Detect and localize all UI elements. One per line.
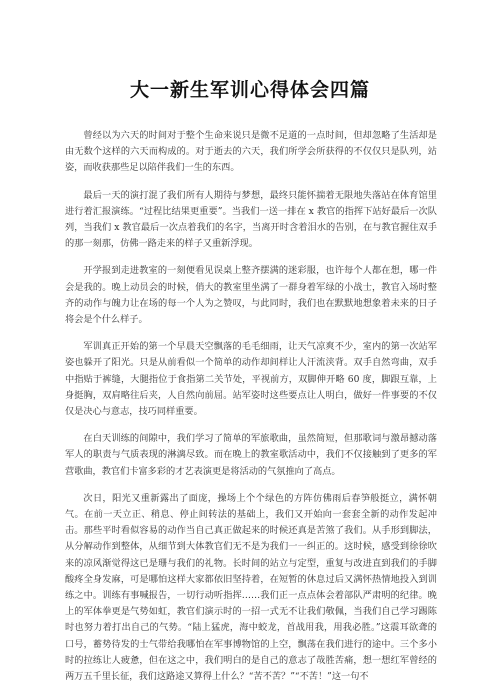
paragraph: 军训真正开始的第一个早晨天空飘落的毛毛细雨，让天气凉爽不少，室内的第一次站军姿也躲开了阳光。只是从前看似一个简单的动作却间样让人汗流浃背。双手自然弯曲，双手中指贴于裤缝，大腿指位于食指第二关节处，平视前方，双脚伸开略 60 度，脚跟互靠，上身挺胸，双肩略往后夹，人自然向前屈。站军姿时这些要点让人明白，做好一件事要的不仅仅是决心与意志，技巧同样重要。 xyxy=(65,341,437,418)
page-title: 大一新生军训心得体会四篇 xyxy=(129,79,370,101)
paragraph: 次日，阳光又重新露出了面庞，操场上个个绿色的方阵仿佛雨后春笋般挺立，满怀朝气。在前一天立正、稍息、停止间转法的基础上，我们又开始向一套套全新的动作发起冲击。那些平时看似容易的动作当自己真正做起来的时候还真是苦煞了我们。从手形到脚法，从分解动作到整体，从细节到大体教官们无不是为我们一一纠正的。这时候，感受到徐徐吹来的凉风渐觉得这已是珊与我们的礼物。长时间的站立与定型，重复与改进直到我们的手脚酸疼全身发麻，可是哪怕这样大家都依旧坚持着，在短暂的休息过后又满怀热情地投入到训练之中。训练有事喊报告，一切行动听指挥……我们正一点点体会着部队严肃明的纪律。晚上的军体拳更是气势如虹，教官们演示时的一招一式无不让我们敬佩，当我们自己学习踢陈时也努力着打出自己的气势。“陆上猛虎，海中蛟龙，首战用我，用我必胜。”这震耳欲聋的口号，蓄势待发的士气带给我哪怕在军事博物馆的上空，飘荡在我们进行的途中。三个多小时的拉练让人疲惫，但在这之中，我们明白的是自己的意志了哉胜苦痛，想一想红军曾经的两万五千里长征，我们这路途又算得上什么？“苦不苦？”“不苦！”这一句不 xyxy=(65,492,437,683)
paragraph: 最后一天的演打混了我们所有人期待与梦想，最终只能怀揣着无限地失落站在体育馆里进行着汇报演练。“过程比结果更重要”。当我们一送一排在 x 教官的指挥下站好最后一次队列，当我们 x 教官最后一次点着我们的名字，当离开时含着泪水的告别，在与教官握住双手的那一刻那，仿佛一路走来的样子又重新浮现。 xyxy=(65,189,437,250)
paragraph: 在白天训练的间隙中，我们学习了简单的军旅歌曲，虽然简短，但那歌词与激昂撼动落军人的职责与气质表现的淋漓尽致。而在晚上的教室歌活动中，我们不仅接触到了更多的军营歌曲，教官们卡富多彩的才艺表演更是将活动的气氛推向了高点。 xyxy=(65,433,437,477)
paragraph: 开学报到走进教室的一刻便看见误桌上整齐摆满的迷彩服，也许每个人都在想，哪一件会是我的。晚上动员会的时候，俏大的教室里坐满了一群身着军绿的小战士，教官入场时整齐的动作与魄力让在场的每一个人为之赞叹，与此同时，我们也在默默地想象着未来的日子将会是个什么样子。 xyxy=(65,265,437,326)
document-body xyxy=(65,128,437,696)
paragraph: 曾经以为六天的时间对于整个生命来说只是微不足道的一点时间，但却忽略了生活却是由无数个这样的六天而构成的。对于逝去的六天，我们所学会所获得的不仅仅只是队列，站姿，而收获那些足以陪伴我们一生的东西。 xyxy=(65,130,437,174)
